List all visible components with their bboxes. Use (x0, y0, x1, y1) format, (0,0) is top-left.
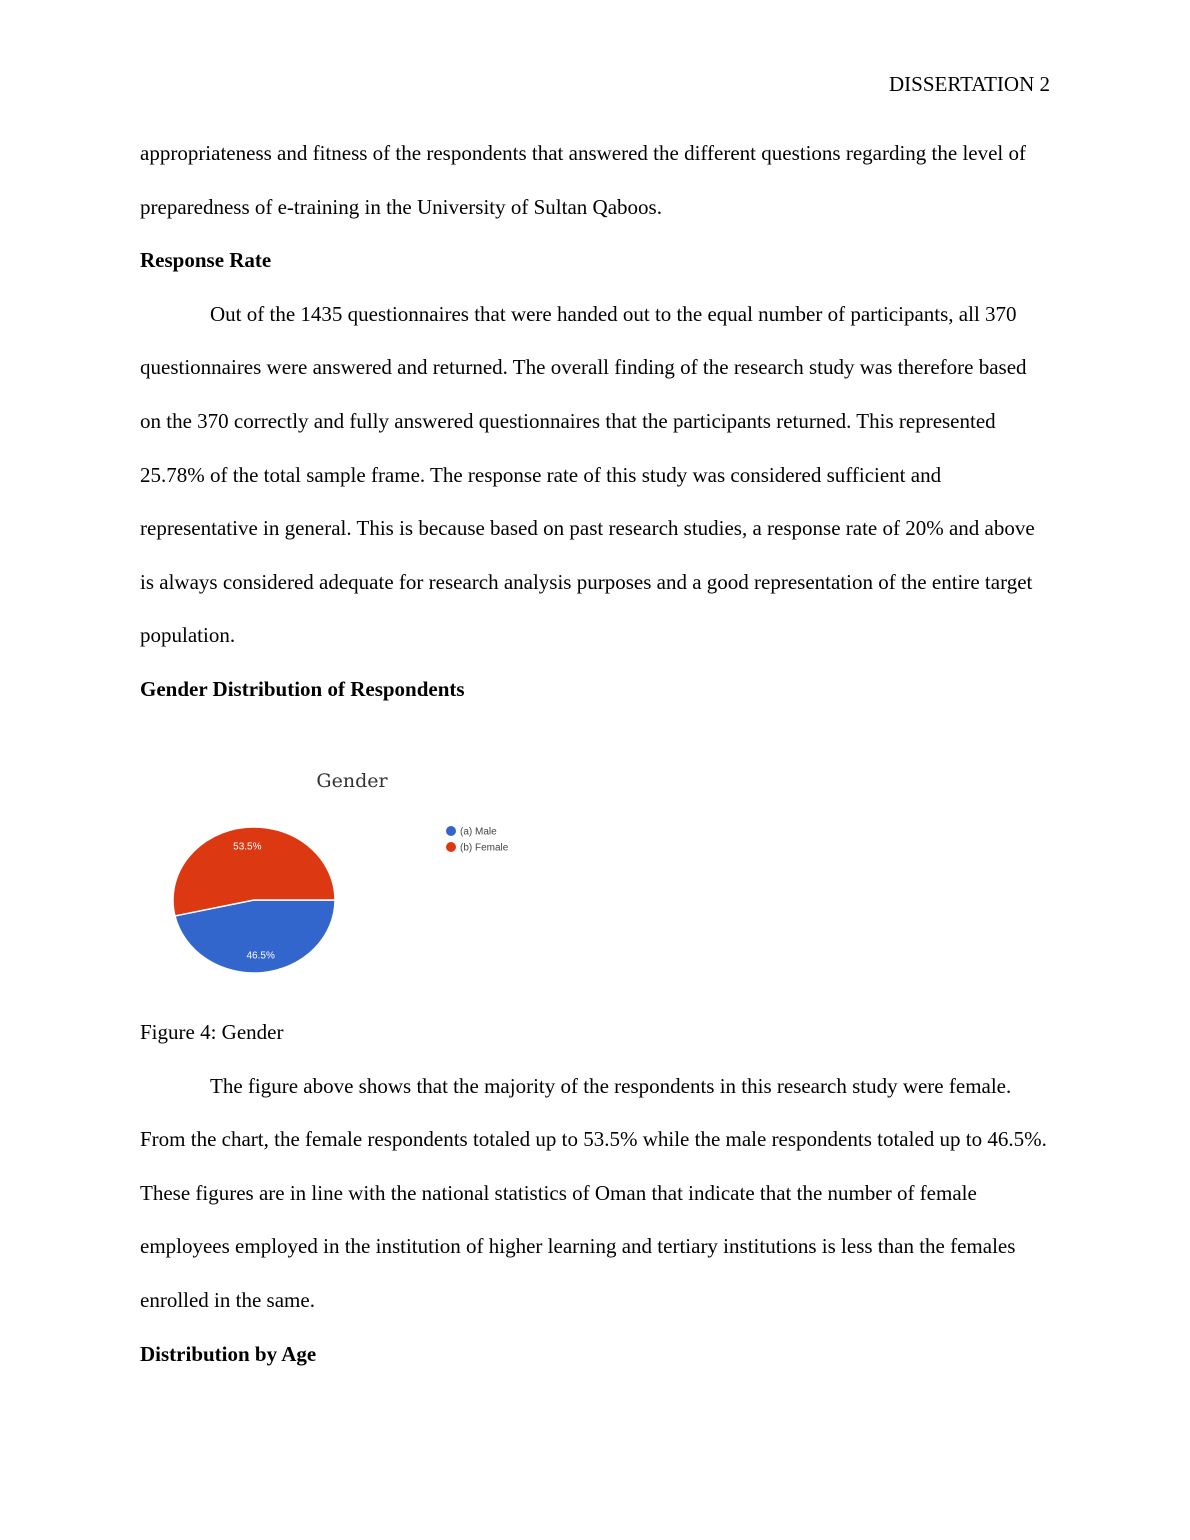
legend-swatch (446, 826, 456, 836)
chart-title: Gender (316, 770, 388, 792)
legend-label: (b) Female (460, 842, 509, 854)
intro-paragraph: appropriateness and fitness of the respondents that answered the different questions regarding the level of preparedness of e-training in the University of Sultan Qaboos. (140, 141, 1026, 219)
legend-label: (a) Male (460, 826, 497, 838)
legend-swatch (446, 842, 456, 852)
slice-value-label: 53.5% (233, 841, 262, 853)
gender-pie-svg (150, 760, 570, 990)
text-block-bottom (140, 1006, 1050, 1381)
figure-caption: Figure 4: Gender (140, 1020, 284, 1044)
slice-value-label: 46.5% (246, 950, 275, 962)
gender-pie-chart (150, 760, 570, 990)
pie-slices (173, 827, 335, 973)
chart-legend (446, 826, 509, 854)
response-rate-paragraph: Out of the 1435 questionnaires that were handed out to the equal number of participants, all 370 questionnaires were answered and returned. The overall finding of the research study was therefore based on the 370 correctly and fully answered questionnaires that the participants returned. This represented 25.78% of the total sample frame. The response rate of this study was considered sufficient and representative in general. This is because based on past research studies, a response rate of 20% and above is always considered adequate for research analysis purposes and a good representation of the entire target population. (140, 301, 1035, 648)
gender-discussion-paragraph: The figure above shows that the majority of the respondents in this research study were female. From the chart, the female respondents totaled up to 53.5% while the male respondents totaled up to 46.5%. These figures are in line with the national statistics of Oman that indicate that the number of female employees employed in the institution of higher learning and tertiary institutions is less than the females enrolled in the same. (140, 1073, 1047, 1312)
text-block-top (140, 127, 1050, 717)
age-distribution-heading: Distribution by Age (140, 1341, 317, 1366)
gender-distribution-heading: Gender Distribution of Respondents (140, 676, 465, 701)
running-head: DISSERTATION 2 (889, 72, 1050, 96)
response-rate-heading: Response Rate (140, 248, 272, 273)
